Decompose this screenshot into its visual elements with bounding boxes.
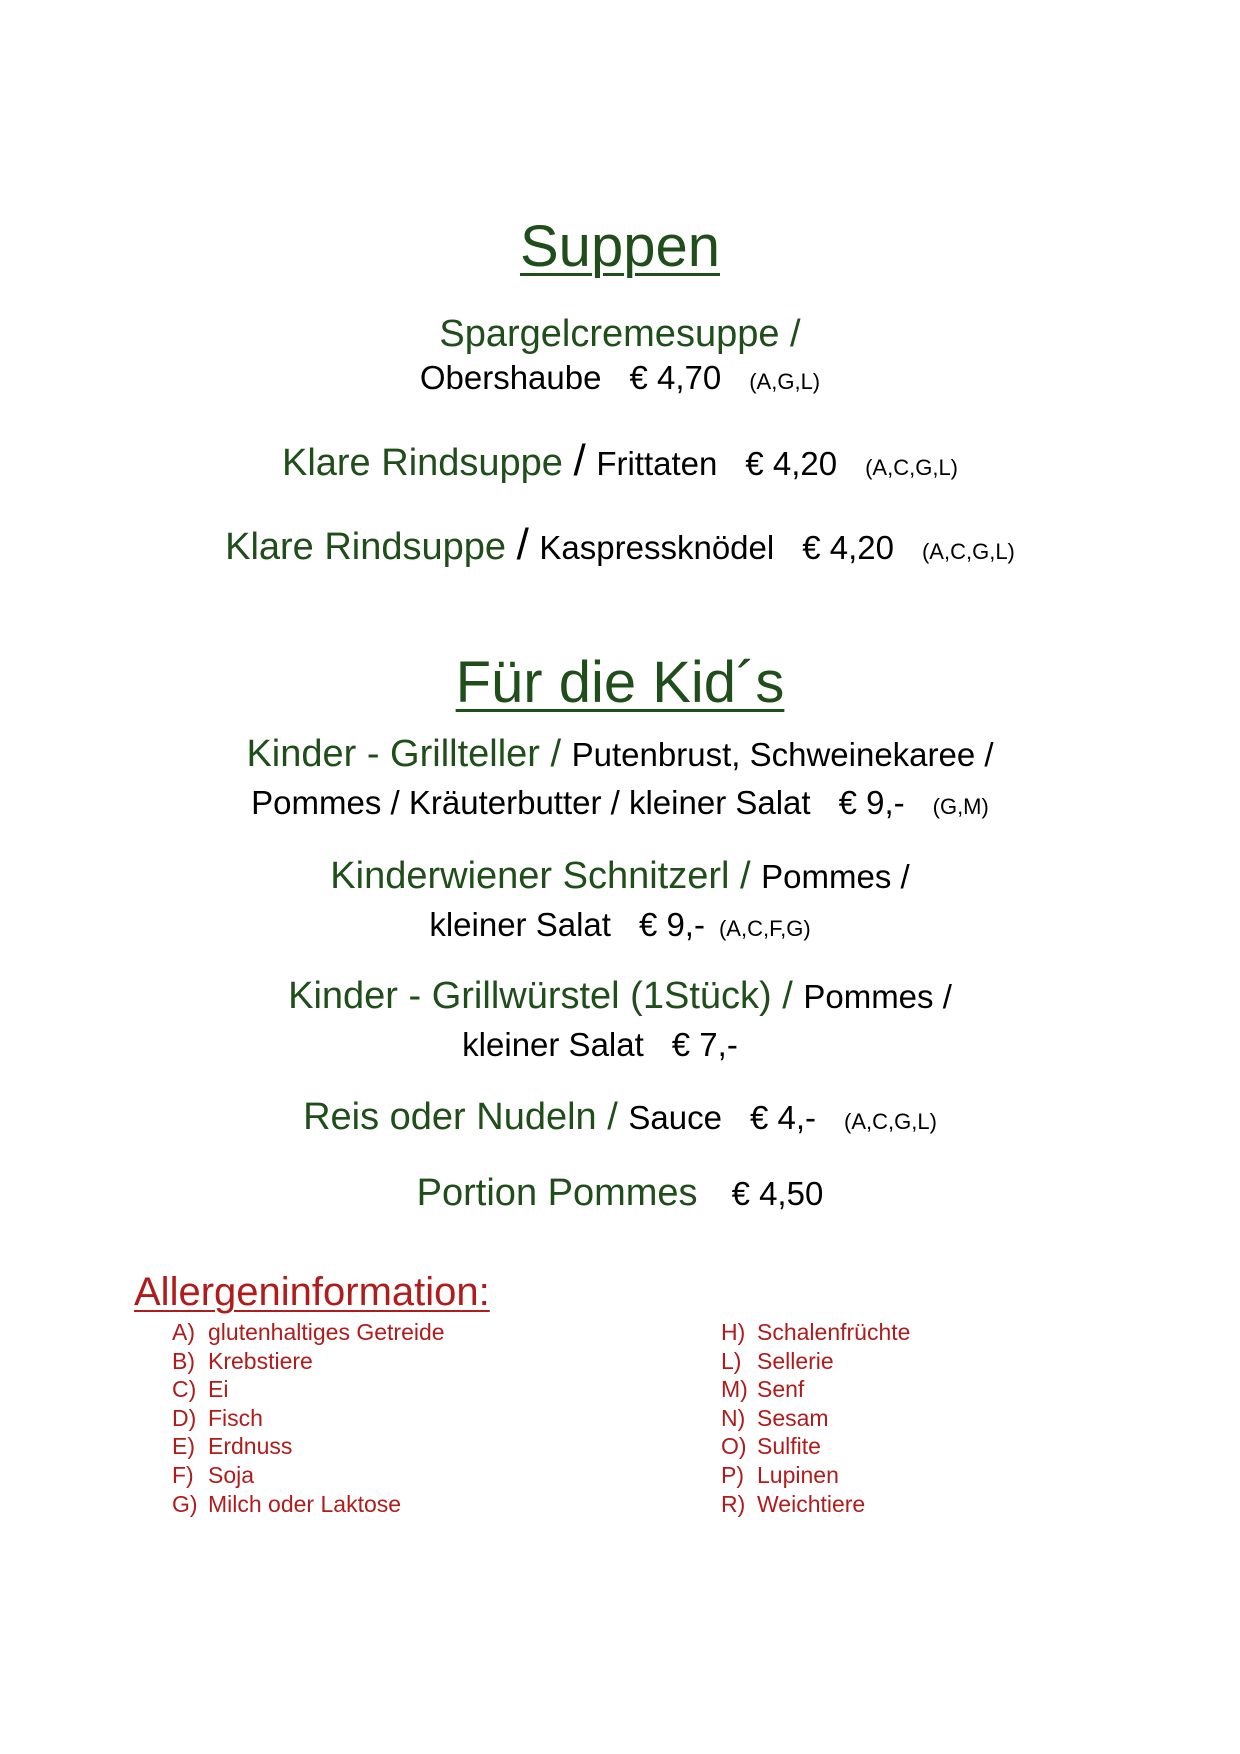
- menu-item-kids-2-line-2: [0, 903, 1240, 947]
- menu-item-soup-3: [0, 520, 1240, 571]
- dish-allergen-codes: (A,C,G,L): [865, 455, 959, 480]
- dish-allergen-codes: (A,C,F,G): [718, 916, 811, 941]
- section-heading-soups: Suppen: [520, 214, 720, 279]
- menu-item-kids-1-line-2: [0, 781, 1240, 825]
- dish-detail: kleiner Salat: [429, 906, 611, 943]
- menu-item-soup-1-detail-line: [0, 356, 1240, 400]
- allergen-label: Senf: [757, 1376, 805, 1403]
- dish-name: Portion Pommes: [416, 1172, 698, 1214]
- allergen-info-title: Allergeninformation:: [134, 1270, 490, 1314]
- dish-price: € 4,20: [802, 529, 894, 566]
- allergen-entry: [172, 1461, 445, 1490]
- allergen-code: O): [721, 1433, 747, 1460]
- dish-name: Kinderwiener Schnitzerl /: [330, 855, 751, 897]
- dish-price: € 9,-: [638, 906, 705, 943]
- dish-price: € 7,-: [671, 1026, 738, 1063]
- allergen-code: H): [721, 1319, 746, 1345]
- dish-price: € 4,50: [731, 1175, 824, 1212]
- allergen-entry: [172, 1404, 445, 1433]
- menu-item-soup-1-name-line: [0, 313, 1240, 357]
- menu-item-kids-3-line-2: [0, 1023, 1240, 1067]
- allergen-code: E): [172, 1433, 195, 1460]
- allergen-code: R): [721, 1490, 746, 1517]
- menu-item-kids-2-line-1: [0, 855, 1240, 899]
- dish-detail: Frittaten: [596, 445, 718, 482]
- dish-name: Reis oder Nudeln /: [303, 1096, 618, 1138]
- dish-name: Spargelcremesuppe /: [439, 313, 801, 355]
- menu-item-kids-1-line-1: [0, 733, 1240, 777]
- dish-price: € 4,-: [749, 1099, 816, 1136]
- allergen-code: A): [172, 1319, 195, 1345]
- allergen-entry: [721, 1490, 910, 1519]
- allergen-label: Ei: [208, 1376, 229, 1403]
- allergen-code: N): [721, 1404, 746, 1431]
- allergen-label: Fisch: [208, 1404, 263, 1431]
- dish-detail: Putenbrust, Schweinekaree /: [571, 736, 994, 773]
- allergen-entry: [172, 1490, 445, 1519]
- allergen-label: Erdnuss: [208, 1433, 293, 1460]
- allergen-label: Sellerie: [757, 1347, 834, 1374]
- allergen-code: M): [721, 1376, 748, 1403]
- separator-slash: /: [516, 520, 529, 569]
- dish-detail: Sauce: [628, 1099, 722, 1136]
- dish-price: € 4,70: [629, 359, 722, 396]
- allergen-code: F): [172, 1461, 194, 1488]
- menu-item-soup-2: [0, 436, 1240, 487]
- allergen-code: L): [721, 1347, 742, 1374]
- menu-item-kids-4: [0, 1096, 1240, 1140]
- dish-name: Klare Rindsuppe: [225, 526, 507, 568]
- allergen-list-left: [172, 1318, 445, 1518]
- allergen-label: Schalenfrüchte: [757, 1319, 911, 1345]
- allergen-entry: [721, 1461, 910, 1490]
- allergen-label: Weichtiere: [757, 1490, 866, 1517]
- dish-allergen-codes: (G,M): [932, 794, 989, 819]
- allergen-label: glutenhaltiges Getreide: [208, 1319, 445, 1345]
- allergen-label: Sulfite: [757, 1433, 821, 1460]
- allergen-list-right: [721, 1318, 910, 1518]
- dish-detail: Pommes /: [803, 978, 952, 1015]
- dish-allergen-codes: (A,G,L): [749, 369, 821, 394]
- allergen-label: Milch oder Laktose: [208, 1490, 402, 1517]
- allergen-code: G): [172, 1490, 198, 1517]
- dish-name: Klare Rindsuppe: [281, 442, 563, 484]
- allergen-label: Krebstiere: [208, 1347, 313, 1374]
- allergen-entry: [721, 1375, 910, 1404]
- allergen-code: B): [172, 1347, 195, 1374]
- allergen-entry: [172, 1432, 445, 1461]
- dish-allergen-codes: (A,C,G,L): [844, 1109, 937, 1134]
- allergen-entry: [721, 1432, 910, 1461]
- separator-slash: /: [573, 436, 586, 485]
- menu-item-kids-5: [0, 1172, 1240, 1216]
- allergen-entry: [721, 1318, 910, 1347]
- allergen-code: D): [172, 1404, 197, 1431]
- allergen-entry: [172, 1347, 445, 1376]
- dish-name: Kinder - Grillteller /: [246, 733, 562, 775]
- allergen-entry: [172, 1375, 445, 1404]
- dish-detail: Kaspressknödel: [539, 529, 775, 566]
- allergen-code: P): [721, 1461, 744, 1488]
- dish-price: € 4,20: [745, 445, 838, 482]
- section-heading-kids: Für die Kid´s: [455, 650, 785, 715]
- allergen-entry: [172, 1318, 445, 1347]
- dish-detail: kleiner Salat: [462, 1026, 644, 1063]
- allergen-label: Soja: [208, 1461, 255, 1488]
- dish-detail: Pommes / Kräuterbutter / kleiner Salat: [251, 784, 811, 821]
- allergen-code: C): [172, 1376, 197, 1403]
- allergen-label: Lupinen: [757, 1461, 839, 1488]
- allergen-entry: [721, 1404, 910, 1433]
- dish-allergen-codes: (A,C,G,L): [921, 539, 1015, 564]
- dish-detail: Obershaube: [419, 359, 602, 396]
- allergen-label: Sesam: [757, 1404, 829, 1431]
- dish-price: € 9,-: [838, 784, 905, 821]
- allergen-entry: [721, 1347, 910, 1376]
- dish-name: Kinder - Grillwürstel (1Stück) /: [288, 975, 793, 1017]
- dish-detail: Pommes /: [761, 858, 910, 895]
- menu-item-kids-3-line-1: [0, 975, 1240, 1019]
